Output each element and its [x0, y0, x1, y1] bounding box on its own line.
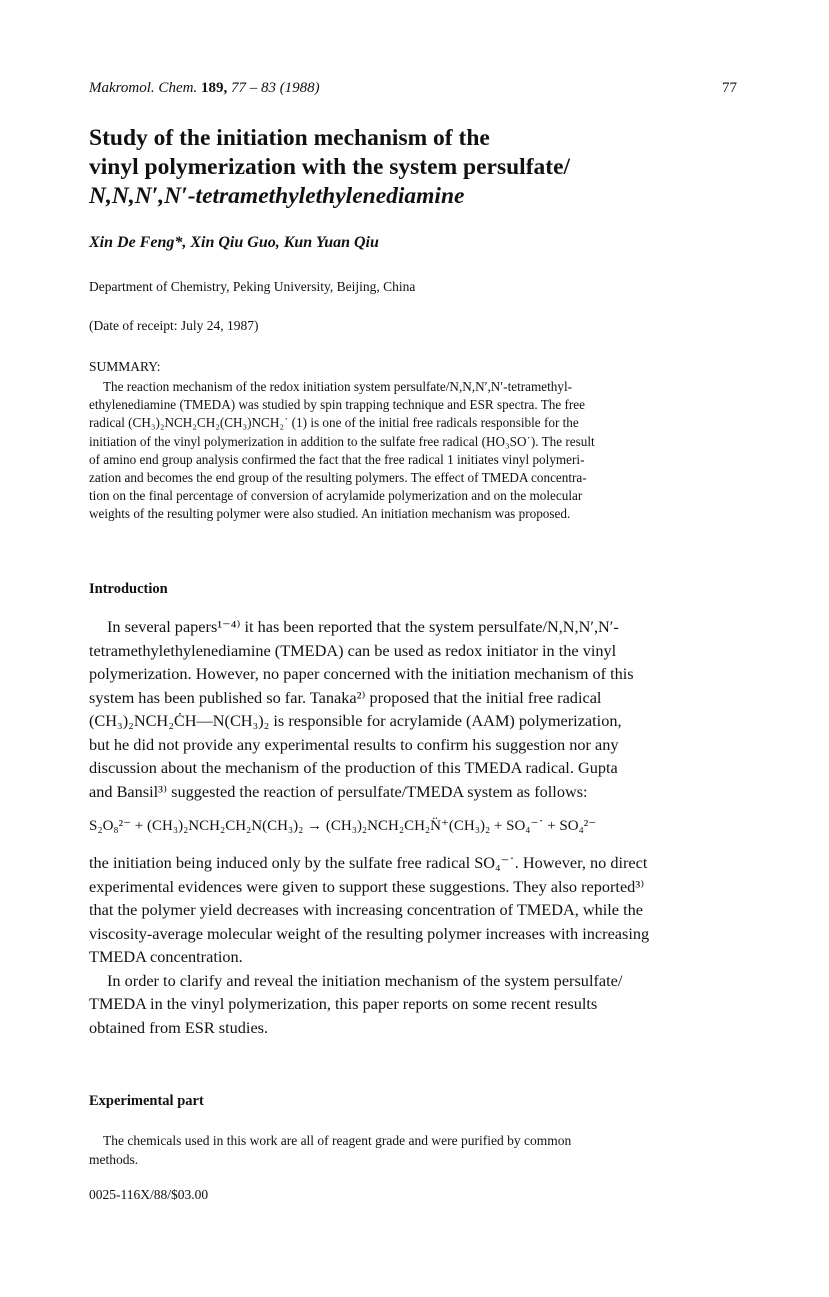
author-list: Xin De Feng*, Xin Qiu Guo, Kun Yuan Qiu — [89, 234, 379, 251]
title-line: Study of the initiation mechanism of the — [89, 125, 490, 151]
summary-text — [89, 378, 739, 524]
journal-volume: 189, — [200, 80, 228, 96]
intro-line: discussion about the mechanism of the production of this TMEDA radical. Gupta — [89, 758, 618, 777]
intro-line: tetramethylethylenediamine (TMEDA) can be used as redox initiator in the vinyl — [89, 640, 617, 660]
experimental-text — [89, 1132, 739, 1169]
journal-name: Makromol. Chem. — [89, 80, 198, 96]
intro-line: In several papers¹⁻⁴⁾ it has been reported that the system persulfate/N,N,N′,N′- — [107, 617, 619, 636]
journal-pages-year: 77 – 83 (1988) — [230, 80, 320, 96]
footer-code: 0025-116X/88/$03.00 — [89, 1187, 209, 1202]
experimental-line: methods. — [89, 1151, 139, 1167]
intro-line: TMEDA in the vinyl polymerization, this paper reports on some recent results — [89, 994, 598, 1013]
summary-line: initiation of the vinyl polymerization in addition to the sulfate free radical (HO₃SO˙). The result — [89, 433, 595, 449]
introduction-heading: Introduction — [89, 581, 168, 597]
journal-citation — [89, 80, 320, 97]
page-number: 77 — [722, 80, 737, 96]
reaction-equation: S₂O₈²⁻ + (CH₃)₂NCH₂CH₂N(CH₃)₂ → (CH₃)₂NCH₂CH₂N̈⁺(CH₃)₂ + SO₄⁻˙ + SO₄²⁻ — [89, 818, 597, 834]
experimental-heading: Experimental part — [89, 1093, 204, 1109]
affiliation: Department of Chemistry, Peking University, Beijing, China — [89, 279, 416, 294]
intro-line: that the polymer yield decreases with increasing concentration of TMEDA, while the — [89, 900, 643, 919]
intro-line: (CH₃)₂NCH₂ĊH—N(CH₃)₂ is responsible for acrylamide (AAM) polymerization, — [89, 711, 622, 730]
experimental-line: The chemicals used in this work are all of reagent grade and were purified by common — [103, 1133, 572, 1148]
summary-line: weights of the resulting polymer were also studied. An initiation mechanism was proposed. — [89, 506, 571, 522]
intro-line: system has been published so far. Tanaka²⁾ proposed that the initial free radical — [89, 687, 602, 707]
summary-line: tion on the final percentage of conversion of acrylamide polymerization and on the molecular — [89, 488, 583, 504]
summary-line: The reaction mechanism of the redox initiation system persulfate/N,N,N′,N′-tetramethyl- — [103, 379, 573, 394]
intro-line: experimental evidences were given to support these suggestions. They also reported³⁾ — [89, 876, 645, 896]
receipt-date: (Date of receipt: July 24, 1987) — [89, 318, 259, 333]
title-line: vinyl polymerization with the system persulfate/ — [89, 154, 571, 180]
intro-line: and Bansil³⁾ suggested the reaction of persulfate/TMEDA system as follows: — [89, 781, 588, 801]
intro-line: the initiation being induced only by the sulfate free radical SO₄⁻˙. However, no direct — [89, 853, 648, 872]
summary-line: zation and becomes the end group of the resulting polymers. The effect of TMEDA concentra- — [89, 470, 587, 486]
intro-line: obtained from ESR studies. — [89, 1017, 269, 1037]
title-line: N,N,N′,N′-tetramethylethylenediamine — [89, 183, 465, 209]
summary-line: ethylenediamine (TMEDA) was studied by spin trapping technique and ESR spectra. The free — [89, 397, 585, 413]
intro-line: TMEDA concentration. — [89, 947, 243, 966]
paper-title — [89, 124, 739, 211]
introduction-text — [89, 615, 739, 803]
summary-line: radical (CH₃)₂NCH₂CH₂(CH₃)NCH₂˙ (1) is one of the initial free radicals responsible for the — [89, 415, 579, 431]
summary-line: of amino end group analysis confirmed the fact that the free radical 1 initiates vinyl polymeri- — [89, 451, 585, 467]
introduction-text-continued — [89, 851, 739, 1039]
intro-line: viscosity-average molecular weight of the resulting polymer increases with increasing — [89, 923, 650, 943]
intro-line: polymerization. However, no paper concerned with the initiation mechanism of this — [89, 664, 634, 683]
intro-line: but he did not provide any experimental results to confirm his suggestion nor any — [89, 734, 619, 754]
intro-line: In order to clarify and reveal the initiation mechanism of the system persulfate/ — [107, 970, 623, 990]
summary-heading: SUMMARY: — [89, 359, 161, 374]
